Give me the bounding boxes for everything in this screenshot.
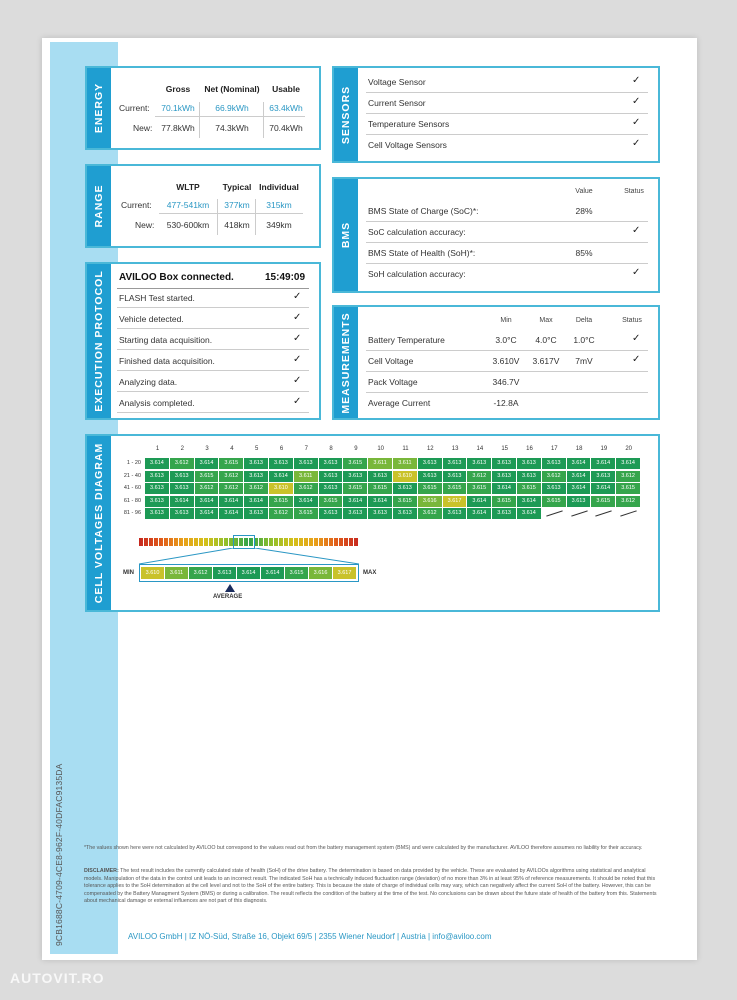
cell-voltage: 3.613 [145, 496, 170, 507]
cell-voltage: 3.615 [368, 483, 393, 494]
cell-voltage: 3.613 [319, 471, 344, 482]
cell-column-header: 17 [550, 446, 558, 452]
protocol-step-divider [117, 349, 309, 350]
energy-header-net: Net (Nominal) [204, 84, 260, 94]
cell-voltage: 3.615 [542, 496, 567, 507]
cell-voltage: 3.614 [343, 496, 368, 507]
cell-voltage: 3.612 [616, 471, 641, 482]
cell-column-header: 15 [501, 446, 509, 452]
cell-voltage: 3.614 [219, 508, 244, 519]
voltage-scale [139, 564, 359, 582]
cell-voltage: 3.615 [418, 483, 443, 494]
bms-row-value: 85% [575, 248, 593, 258]
protocol-step: FLASH Test started. [119, 293, 195, 303]
cell-voltage: 3.613 [492, 471, 517, 482]
cell-column-header: 19 [600, 446, 608, 452]
check-icon: ✓ [293, 333, 302, 344]
protocol-step: Analysis completed. [119, 398, 195, 408]
cell-column-header: 9 [354, 446, 358, 452]
cell-voltage: 3.613 [542, 483, 567, 494]
cell-voltage: 3.613 [145, 508, 170, 519]
cell-voltage: 3.612 [418, 508, 443, 519]
cell-voltage: 3.615 [591, 496, 616, 507]
cell-column-header: 13 [451, 446, 459, 452]
protocol-step-divider [117, 307, 309, 308]
cell-voltage: 3.615 [219, 458, 244, 469]
cell-voltage: 3.614 [269, 471, 294, 482]
cell-row-label: 61 - 80 [123, 497, 141, 504]
cell-row-label: 1 - 20 [126, 460, 141, 466]
execution-protocol-tab [87, 264, 111, 418]
protocol-step: Finished data acquisition. [119, 356, 215, 366]
scale-cell: 3.613 [213, 567, 237, 579]
cell-voltage: 3.613 [145, 471, 170, 482]
check-icon: ✓ [632, 267, 641, 278]
scale-cell: 3.611 [165, 567, 189, 579]
measurement-max: 4.0°C [535, 335, 557, 345]
cell-voltage: 3.612 [244, 483, 269, 494]
measurement-max: 3.617V [532, 356, 560, 366]
range-current-typical: 377km [224, 200, 250, 210]
cell-column-header: 8 [329, 446, 333, 452]
cell-voltage: 3.612 [195, 483, 220, 494]
cell-column-header: 14 [476, 446, 484, 452]
cell-voltage: 3.614 [368, 496, 393, 507]
cell-voltage: 3.615 [467, 483, 492, 494]
cell-voltages-title: CELL VOLTAGES DIAGRAM [93, 442, 105, 604]
cell-row-label: 81 - 96 [123, 510, 141, 516]
cell-column-header: 11 [402, 446, 409, 452]
check-icon: ✓ [293, 396, 302, 407]
measurement-label: Battery Temperature [368, 335, 445, 345]
measurement-delta: 7mV [575, 356, 593, 366]
measurement-divider [366, 371, 648, 372]
cell-voltage: 3.611 [393, 458, 418, 469]
bms-row-label: BMS State of Charge (SoC)*: [368, 206, 479, 216]
check-icon: ✓ [293, 291, 302, 302]
cell-voltage: 3.614 [517, 508, 542, 519]
energy-new-label: New: [133, 123, 153, 133]
cell-voltage: 3.614 [195, 508, 220, 519]
cell-voltages-panel [85, 434, 660, 612]
cell-voltage: 3.613 [492, 458, 517, 469]
range-current-wltp: 477-541km [166, 200, 210, 210]
disclaimer-text: The test result includes the currently calculated state of health (SoH) of the drive battery. The determination is based on data provided by the vehicle. These are evaluated by AVILOOs algorithms using statistical and analytical models. Manipulation of the data in the control unit leads to an incorrect result. The indicated SoH has a technically induced fluctuation range (deviation) of no more than 3% in at least 95% of reference measurements. It should be noted that this tolerance applies to the SoH determination at the cell level and not to the SoH of the entire battery. This is because the state of charge of individual cells may vary, which can negatively affect the current SoH of the battery. However, this can be compensated by the Battery Managment System (BMS) or during a calibration. The result reflects the condition of the battery at the time of the test. No conclusions can be drawn about the future state of health of the battery from this. Statements about mechanical damage or external influences are not part of this diagnosis. [84, 868, 657, 904]
bms-panel [332, 177, 660, 293]
meas-col-min: Min [500, 317, 512, 324]
check-icon: ✓ [632, 96, 641, 107]
measurement-delta: 1.0°C [573, 335, 595, 345]
cell-voltage: 3.614 [170, 496, 195, 507]
scale-cell: 3.615 [285, 567, 309, 579]
cell-voltage: 3.615 [343, 483, 368, 494]
average-marker-icon [225, 584, 235, 592]
range-header-individual: Individual [259, 182, 299, 192]
cell-voltage: 3.613 [418, 471, 443, 482]
protocol-step-divider [117, 370, 309, 371]
cell-voltage: 3.613 [170, 483, 195, 494]
measurement-min: 3.610V [492, 356, 520, 366]
sensors-panel [332, 66, 660, 163]
empty-cell-slash [571, 510, 587, 516]
range-current-label: Current: [121, 200, 152, 210]
cell-column-header: 4 [230, 446, 234, 452]
cell-column-header: 5 [255, 446, 259, 452]
cell-voltage: 3.615 [319, 496, 344, 507]
cell-voltage: 3.615 [269, 496, 294, 507]
scale-cell: 3.614 [261, 567, 285, 579]
cell-voltage: 3.613 [145, 483, 170, 494]
cell-voltage: 3.610 [393, 471, 418, 482]
bms-divider [366, 263, 648, 264]
cell-voltage: 3.614 [517, 496, 542, 507]
measurements-tab [334, 307, 358, 418]
protocol-step: Starting data acquisition. [119, 335, 213, 345]
cell-column-header: 2 [180, 446, 184, 452]
range-current-individual: 315km [266, 200, 292, 210]
bms-col-status: Status [624, 188, 644, 195]
energy-current-usable: 63.4kWh [269, 103, 303, 113]
cell-voltage: 3.614 [467, 508, 492, 519]
cell-voltage: 3.610 [269, 483, 294, 494]
cell-voltage: 3.616 [418, 496, 443, 507]
cell-voltage: 3.613 [368, 471, 393, 482]
cell-voltage: 3.613 [319, 458, 344, 469]
measurements-panel [332, 305, 660, 420]
sensor-divider [366, 113, 648, 114]
bms-title: BMS [340, 221, 352, 249]
cell-voltage: 3.613 [443, 458, 468, 469]
cell-voltage: 3.613 [542, 458, 567, 469]
cell-voltage: 3.613 [294, 458, 319, 469]
range-tab [87, 166, 111, 246]
range-new-typical: 418km [224, 220, 250, 230]
footer-note: *The values shown here were not calculated by AVILOO but correspond to the values read out from the battery management system (BMS) and were calculated by the manufacturer. AVILOO therefore assumes no liability for their accuracy. [84, 845, 643, 851]
protocol-divider [117, 288, 309, 289]
cell-voltage: 3.613 [269, 458, 294, 469]
cell-voltage: 3.615 [343, 458, 368, 469]
cell-voltages-tab [87, 436, 111, 610]
bms-row-label: SoH calculation accuracy: [368, 269, 466, 279]
cell-voltage: 3.614 [244, 496, 269, 507]
cell-voltage: 3.613 [343, 508, 368, 519]
cell-voltage: 3.614 [567, 458, 592, 469]
footer-address: AVILOO GmbH | IZ NÖ-Süd, Straße 16, Objekt 69/5 | 2355 Wiener Neudorf | Austria | info@aviloo.com [128, 932, 492, 941]
cell-voltage: 3.615 [195, 471, 220, 482]
energy-title: ENERGY [93, 82, 105, 134]
scale-cell: 3.610 [141, 567, 165, 579]
protocol-heading: AVILOO Box connected. [119, 272, 234, 283]
range-panel [85, 164, 321, 248]
cell-column-header: 20 [625, 446, 633, 452]
energy-current-net: 66.9kWh [215, 103, 249, 113]
bms-col-value: Value [575, 188, 593, 195]
measurement-min: -12.8A [493, 398, 519, 408]
cell-voltage: 3.613 [170, 471, 195, 482]
cell-voltage: 3.612 [294, 483, 319, 494]
scale-cell: 3.617 [333, 567, 357, 579]
measurement-label: Pack Voltage [368, 377, 418, 387]
cell-voltage: 3.614 [219, 496, 244, 507]
sensors-title: SENSORS [340, 85, 352, 144]
scale-cell: 3.612 [189, 567, 213, 579]
cell-row-label: 21 - 40 [123, 472, 141, 479]
cell-column-header: 6 [279, 446, 284, 452]
zoom-highlight [233, 535, 255, 549]
bms-tab [334, 179, 358, 291]
cell-voltage: 3.613 [244, 458, 269, 469]
cell-column-header: 7 [304, 446, 308, 452]
measurement-min: 346.7V [492, 377, 520, 387]
empty-cell-slash [546, 510, 562, 516]
zoom-connector [139, 548, 359, 564]
range-divider [159, 213, 303, 214]
cell-voltage: 3.613 [443, 508, 468, 519]
measurement-divider [366, 350, 648, 351]
cell-voltage: 3.615 [294, 508, 319, 519]
energy-tab [87, 68, 111, 148]
cell-voltage: 3.613 [170, 508, 195, 519]
measurement-label: Average Current [368, 398, 431, 408]
cell-voltage: 3.614 [467, 496, 492, 507]
cell-voltage: 3.613 [393, 508, 418, 519]
cell-voltage: 3.614 [616, 458, 641, 469]
cell-column-header: 18 [575, 446, 583, 452]
cell-voltage: 3.611 [294, 471, 319, 482]
cell-voltage: 3.612 [170, 458, 195, 469]
cell-voltage: 3.613 [492, 508, 517, 519]
measurement-min: 3.0°C [495, 335, 517, 345]
cell-voltage: 3.613 [443, 471, 468, 482]
bms-row-label: BMS State of Health (SoH)*: [368, 248, 476, 258]
check-icon: ✓ [293, 354, 302, 365]
check-icon: ✓ [293, 312, 302, 323]
average-label: AVERAGE [213, 594, 243, 600]
scale-min-label: MIN [123, 570, 134, 576]
cell-voltage: 3.614 [567, 483, 592, 494]
cell-row-label: 41 - 60 [123, 485, 141, 491]
cell-voltage: 3.612 [616, 496, 641, 507]
sensor-divider [366, 92, 648, 93]
empty-cell-slash [620, 510, 636, 516]
cell-voltage: 3.613 [418, 458, 443, 469]
energy-current-label: Current: [119, 103, 150, 113]
energy-new-gross: 77.8kWh [161, 123, 195, 133]
bms-row-value: 28% [575, 206, 593, 216]
check-icon: ✓ [632, 225, 641, 236]
cell-voltage: 3.613 [467, 458, 492, 469]
energy-divider [155, 116, 305, 117]
cell-voltage: 3.613 [517, 471, 542, 482]
cell-voltage: 3.612 [467, 471, 492, 482]
footer-disclaimer [84, 868, 662, 906]
cell-voltage: 3.613 [368, 508, 393, 519]
cell-voltage: 3.613 [567, 496, 592, 507]
empty-cell-slash [596, 510, 612, 516]
sensor-divider [366, 134, 648, 135]
watermark: AUTOVIT.RO [10, 970, 105, 986]
bms-row-label: SoC calculation accuracy: [368, 227, 466, 237]
energy-new-net: 74.3kWh [215, 123, 249, 133]
cell-voltage: 3.614 [567, 471, 592, 482]
range-header-wltp: WLTP [176, 182, 200, 192]
protocol-step: Vehicle detected. [119, 314, 184, 324]
cell-voltage: 3.613 [244, 508, 269, 519]
sensor-item: Cell Voltage Sensors [368, 140, 447, 150]
energy-current-gross: 70.1kWh [161, 103, 195, 113]
cell-voltage: 3.613 [517, 458, 542, 469]
cell-voltage: 3.615 [616, 483, 641, 494]
energy-header-usable: Usable [272, 84, 300, 94]
energy-panel [85, 66, 321, 150]
check-icon: ✓ [632, 333, 641, 344]
cell-voltage: 3.615 [492, 496, 517, 507]
cell-voltage: 3.613 [343, 471, 368, 482]
cell-column-header: 16 [526, 446, 533, 452]
cell-voltage: 3.613 [319, 483, 344, 494]
cell-voltage: 3.615 [443, 483, 468, 494]
cell-voltage: 3.611 [368, 458, 393, 469]
cell-voltage: 3.615 [393, 496, 418, 507]
protocol-step-divider [117, 328, 309, 329]
measurements-title: MEASUREMENTS [340, 311, 352, 414]
cell-voltage: 3.612 [219, 471, 244, 482]
check-icon: ✓ [632, 138, 641, 149]
protocol-time: 15:49:09 [265, 272, 306, 283]
bms-divider [366, 242, 648, 243]
energy-header-gross: Gross [165, 84, 191, 94]
cell-voltage: 3.614 [492, 483, 517, 494]
cell-voltage: 3.617 [443, 496, 468, 507]
range-header-typical: Typical [222, 182, 252, 192]
disclaimer-label: DISCLAIMER: [84, 868, 119, 874]
measurement-label: Cell Voltage [368, 356, 414, 366]
meas-col-delta: Delta [575, 317, 593, 324]
meas-col-max: Max [539, 317, 553, 324]
cell-voltage: 3.612 [219, 483, 244, 494]
cell-voltage: 3.613 [591, 471, 616, 482]
sensor-item: Voltage Sensor [368, 77, 426, 87]
cell-voltage: 3.613 [393, 483, 418, 494]
cell-voltage: 3.612 [269, 508, 294, 519]
cell-voltage: 3.613 [319, 508, 344, 519]
document-id: 9CB1688C-4709-4CE8-962F-40DFAC9135DA [54, 763, 64, 946]
cell-column-header: 10 [377, 446, 385, 452]
protocol-step: Analyzing data. [119, 377, 178, 387]
scale-cell: 3.616 [309, 567, 333, 579]
execution-protocol-title: EXECUTION PROTOCOL [93, 270, 105, 412]
range-new-individual: 349km [266, 220, 292, 230]
check-icon: ✓ [632, 117, 641, 128]
protocol-step-divider [117, 412, 309, 413]
cell-voltage: 3.613 [244, 471, 269, 482]
cell-voltage: 3.615 [517, 483, 542, 494]
meas-col-status: Status [622, 317, 642, 324]
cell-column-header: 3 [205, 446, 209, 452]
energy-new-usable: 70.4kWh [269, 123, 303, 133]
scale-max-label: MAX [363, 570, 377, 576]
cell-column-header: 12 [426, 446, 434, 452]
sensor-item: Current Sensor [368, 98, 426, 108]
check-icon: ✓ [293, 375, 302, 386]
check-icon: ✓ [632, 75, 641, 86]
execution-protocol-panel [85, 262, 321, 420]
cell-voltage: 3.614 [591, 458, 616, 469]
sensors-tab [334, 68, 358, 161]
range-new-wltp: 530-600km [166, 220, 210, 230]
protocol-step-divider [117, 391, 309, 392]
cell-voltage: 3.612 [542, 471, 567, 482]
cell-voltage: 3.614 [591, 483, 616, 494]
bms-divider [366, 221, 648, 222]
cell-voltage: 3.614 [195, 458, 220, 469]
cell-column-header: 1 [155, 446, 160, 452]
cell-voltage: 3.614 [145, 458, 170, 469]
range-title: RANGE [93, 184, 105, 228]
range-new-label: New: [135, 220, 155, 230]
scale-cell: 3.614 [237, 567, 261, 579]
measurement-divider [366, 392, 648, 393]
cell-voltage: 3.614 [195, 496, 220, 507]
sensor-item: Temperature Sensors [368, 119, 450, 129]
check-icon: ✓ [632, 354, 641, 365]
cell-voltage: 3.614 [294, 496, 319, 507]
